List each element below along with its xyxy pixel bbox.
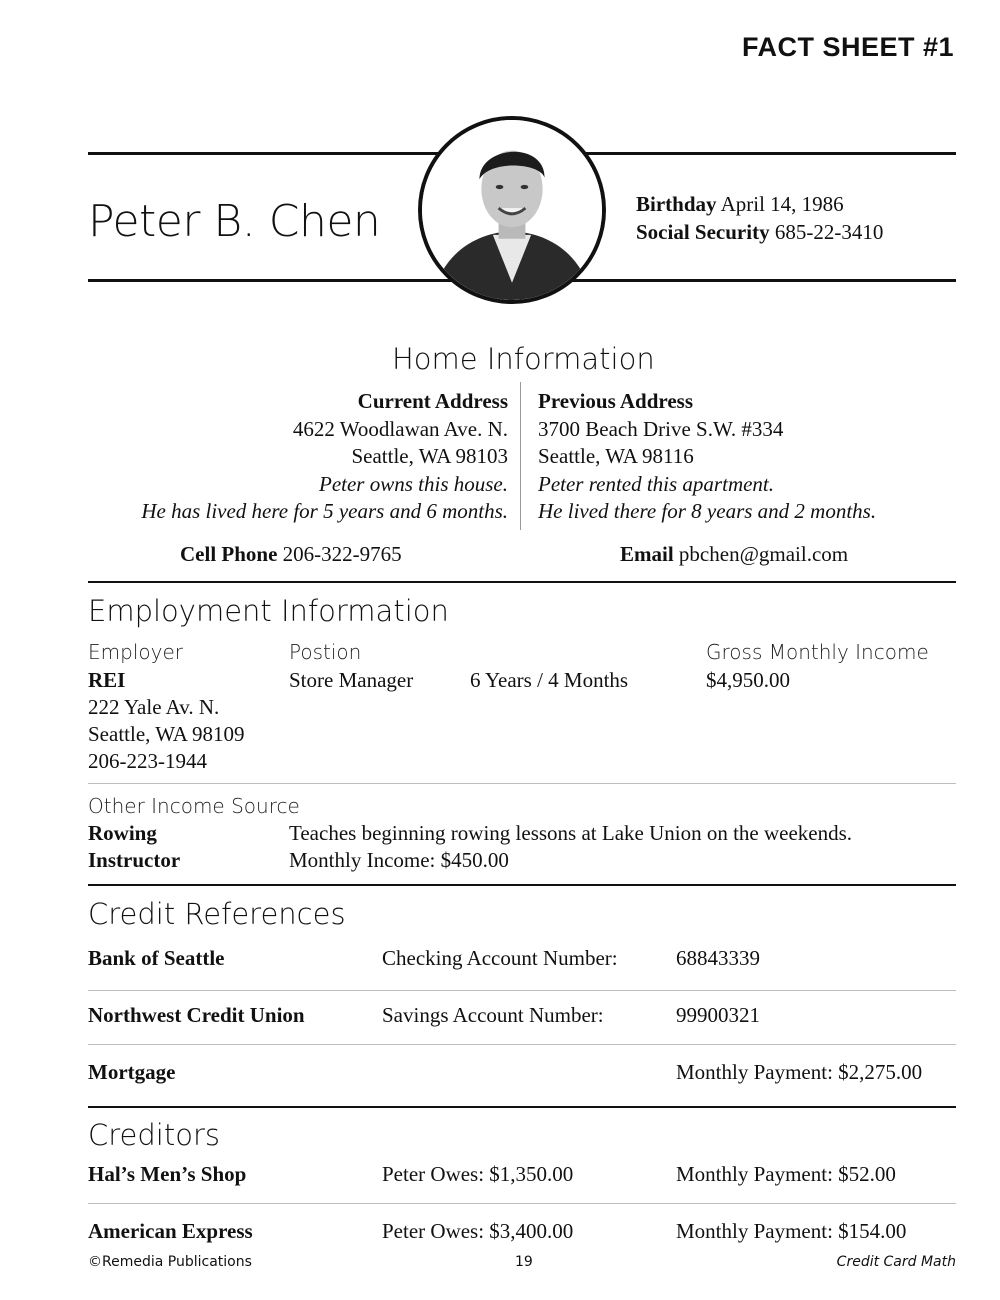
cell-phone: [180, 542, 402, 567]
person-name: Peter B. Chen: [88, 196, 381, 247]
employer-address1: 222 Yale Av. N.: [88, 695, 220, 719]
current-address-line2: Seattle, WA 98103: [351, 444, 508, 468]
creditor-owes: Peter Owes: $3,400.00: [382, 1219, 574, 1243]
birthday-line: [636, 192, 844, 217]
creditors-rule: [88, 1106, 956, 1108]
credit-ref-value: 68843339: [676, 946, 760, 970]
credit-ref-name: Northwest Credit Union: [88, 1003, 305, 1027]
ssn-value: 685-22-3410: [774, 220, 884, 244]
creditor-row-divider: [88, 1203, 956, 1204]
creditors-section-title: Creditors: [88, 1118, 220, 1152]
email: [620, 542, 848, 567]
employer-header: Employer: [88, 640, 183, 664]
current-address: [141, 388, 508, 526]
other-income-header: Other Income Source: [88, 794, 300, 818]
current-address-label: Current Address: [357, 389, 508, 413]
email-label: Email: [620, 542, 674, 566]
employer-name: REI: [88, 668, 126, 692]
address-divider: [520, 382, 521, 530]
footer-book-title: Credit Card Math: [836, 1254, 956, 1270]
creditor-name: Hal’s Men’s Shop: [88, 1162, 247, 1186]
previous-address: [538, 388, 876, 526]
previous-address-line2: Seattle, WA 98116: [538, 444, 694, 468]
credit-ref-value: 99900321: [676, 1003, 760, 1027]
credit-ref-name: Bank of Seattle: [88, 946, 225, 970]
employment-divider: [88, 783, 956, 784]
credit-row-divider: [88, 1044, 956, 1045]
current-address-line1: 4622 Woodlawan Ave. N.: [292, 416, 508, 441]
income-header: Gross Monthly Income: [706, 640, 929, 664]
other-income-name-line1: Rowing: [88, 821, 157, 845]
footer-page-number: 19: [515, 1254, 533, 1270]
birthday-label: Birthday: [636, 192, 717, 216]
cell-phone-label: Cell Phone: [180, 542, 278, 566]
person-portrait-icon: [422, 120, 602, 300]
employment-rule: [88, 581, 956, 583]
employment-section-title: Employment Information: [88, 594, 449, 628]
previous-address-line1: 3700 Beach Drive S.W. #334: [538, 416, 784, 441]
ssn-line: [636, 220, 883, 245]
credit-ref-label: Savings Account Number:: [382, 1003, 604, 1027]
previous-address-label: Previous Address: [538, 389, 693, 413]
sheet-label: FACT SHEET #1: [741, 32, 954, 62]
credit-section-title: Credit References: [88, 897, 346, 931]
creditor-payment: Monthly Payment: $154.00: [676, 1219, 907, 1243]
email-value: pbchen@gmail.com: [678, 542, 849, 566]
position-header: Postion: [289, 640, 362, 664]
income-value: $4,950.00: [706, 668, 790, 692]
footer-publisher: ©Remedia Publications: [88, 1254, 252, 1270]
tenure-value: 6 Years / 4 Months: [470, 668, 629, 692]
previous-address-note1: Peter rented this apartment.: [538, 471, 775, 496]
position-value: Store Manager: [289, 668, 414, 692]
current-address-note2: He has lived here for 5 years and 6 months.: [141, 499, 508, 523]
other-income-amount: Monthly Income: $450.00: [289, 848, 509, 872]
birthday-value: April 14, 1986: [720, 192, 844, 216]
credit-rule: [88, 884, 956, 886]
creditor-name: American Express: [88, 1219, 253, 1243]
other-income-description: Teaches beginning rowing lessons at Lake Union on the weekends.: [289, 821, 853, 845]
ssn-label: Social Security: [636, 220, 770, 244]
profile-photo: [418, 116, 606, 304]
credit-ref-label: Checking Account Number:: [382, 946, 618, 970]
other-income-name-line2: Instructor: [88, 848, 181, 872]
credit-ref-value: Monthly Payment: $2,275.00: [676, 1060, 923, 1084]
home-section-title: Home Information: [392, 342, 655, 376]
creditor-owes: Peter Owes: $1,350.00: [382, 1162, 574, 1186]
credit-row-divider: [88, 990, 956, 991]
current-address-note1: Peter owns this house.: [319, 471, 508, 496]
previous-address-note2: He lived there for 8 years and 2 months.: [538, 499, 877, 523]
employer-phone: 206-223-1944: [88, 749, 207, 773]
credit-ref-name: Mortgage: [88, 1060, 176, 1084]
employer-address2: Seattle, WA 98109: [88, 722, 245, 746]
cell-phone-value: 206-322-9765: [282, 542, 402, 566]
creditor-payment: Monthly Payment: $52.00: [676, 1162, 896, 1186]
